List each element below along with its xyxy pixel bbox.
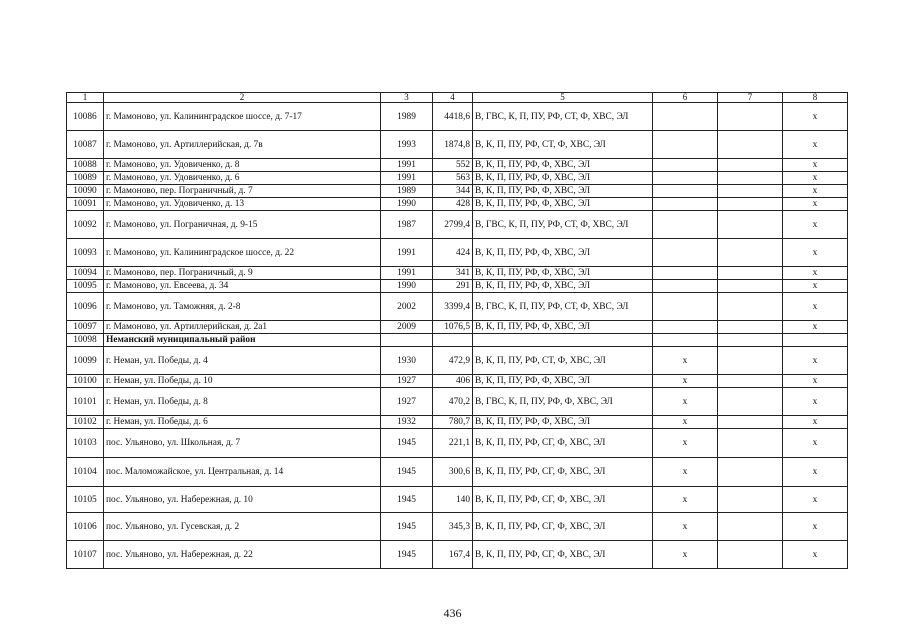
empty-cell — [718, 334, 783, 347]
mark-cell-7 — [718, 513, 783, 541]
area-cell: 552 — [433, 159, 473, 172]
mark-cell-7 — [718, 239, 783, 267]
year-cell: 1945 — [381, 429, 433, 458]
table-row — [67, 416, 848, 429]
table-row — [67, 267, 848, 280]
address-cell: пос. Ульяново, ул. Гусевская, д. 2 — [104, 513, 381, 541]
mark-cell-6: x — [653, 375, 718, 388]
year-cell: 1989 — [381, 185, 433, 198]
mark-cell-8: x — [783, 429, 848, 458]
year-cell: 1927 — [381, 375, 433, 388]
column-header: 7 — [718, 93, 783, 103]
mark-cell-7 — [718, 321, 783, 334]
address-cell: г. Мамоново, пер. Пограничный, д. 9 — [104, 267, 381, 280]
mark-cell-7 — [718, 267, 783, 280]
row-number-cell: 10104 — [67, 458, 104, 487]
row-number-cell: 10096 — [67, 293, 104, 321]
address-cell: г. Мамоново, ул. Артиллерийская, д. 7в — [104, 131, 381, 159]
area-cell: 345,3 — [433, 513, 473, 541]
table-row — [67, 513, 848, 541]
services-cell: В, ГВС, К, П, ПУ, РФ, СТ, Ф, ХВС, ЭЛ — [473, 103, 653, 131]
mark-cell-6 — [653, 293, 718, 321]
services-cell: В, К, П, ПУ, РФ, СТ, Ф, ХВС, ЭЛ — [473, 347, 653, 375]
year-cell: 1945 — [381, 513, 433, 541]
year-cell: 1990 — [381, 280, 433, 293]
services-cell: В, ГВС, К, П, ПУ, РФ, СТ, Ф, ХВС, ЭЛ — [473, 293, 653, 321]
mark-cell-8: x — [783, 416, 848, 429]
area-cell: 341 — [433, 267, 473, 280]
column-header: 5 — [473, 93, 653, 103]
mark-cell-6 — [653, 321, 718, 334]
column-header: 2 — [104, 93, 381, 103]
mark-cell-8: x — [783, 172, 848, 185]
row-number-cell: 10087 — [67, 131, 104, 159]
table-row — [67, 458, 848, 487]
area-cell: 4418,6 — [433, 103, 473, 131]
mark-cell-7 — [718, 347, 783, 375]
address-cell: пос. Ульяново, ул. Набережная, д. 10 — [104, 487, 381, 513]
row-number-cell: 10089 — [67, 172, 104, 185]
table-row — [67, 388, 848, 416]
mark-cell-8: x — [783, 388, 848, 416]
mark-cell-6 — [653, 131, 718, 159]
address-cell: г. Мамоново, ул. Калининградское шоссе, д. 7-17 — [104, 103, 381, 131]
empty-cell — [783, 334, 848, 347]
table-row — [67, 429, 848, 458]
row-number-cell: 10092 — [67, 211, 104, 239]
mark-cell-7 — [718, 375, 783, 388]
year-cell: 1945 — [381, 541, 433, 569]
mark-cell-6 — [653, 159, 718, 172]
row-number-cell: 10103 — [67, 429, 104, 458]
services-cell: В, К, П, ПУ, РФ, СТ, Ф, ХВС, ЭЛ — [473, 131, 653, 159]
address-cell: г. Мамоново, ул. Удовиченко, д. 8 — [104, 159, 381, 172]
empty-cell — [433, 334, 473, 347]
mark-cell-8: x — [783, 131, 848, 159]
mark-cell-8: x — [783, 513, 848, 541]
address-cell: г. Мамоново, ул. Пограничная, д. 9-15 — [104, 211, 381, 239]
page-number: 436 — [443, 606, 462, 620]
year-cell: 1990 — [381, 198, 433, 211]
services-cell: В, К, П, ПУ, РФ, Ф, ХВС, ЭЛ — [473, 159, 653, 172]
mark-cell-8: x — [783, 159, 848, 172]
row-number-cell: 10095 — [67, 280, 104, 293]
year-cell: 1945 — [381, 487, 433, 513]
mark-cell-7 — [718, 211, 783, 239]
year-cell: 1991 — [381, 159, 433, 172]
row-number-cell: 10105 — [67, 487, 104, 513]
mark-cell-8: x — [783, 458, 848, 487]
area-cell: 406 — [433, 375, 473, 388]
row-number-cell: 10107 — [67, 541, 104, 569]
mark-cell-8: x — [783, 211, 848, 239]
services-cell: В, К, П, ПУ, РФ, Ф, ХВС, ЭЛ — [473, 198, 653, 211]
year-cell: 1991 — [381, 172, 433, 185]
area-cell: 472,9 — [433, 347, 473, 375]
row-number-cell: 10100 — [67, 375, 104, 388]
row-number-cell: 10090 — [67, 185, 104, 198]
mark-cell-6 — [653, 198, 718, 211]
column-header: 3 — [381, 93, 433, 103]
table-row — [67, 321, 848, 334]
area-cell: 300,6 — [433, 458, 473, 487]
table-row — [67, 103, 848, 131]
row-number-cell: 10093 — [67, 239, 104, 267]
mark-cell-7 — [718, 416, 783, 429]
address-cell: пос. Ульяново, ул. Школьная, д. 7 — [104, 429, 381, 458]
table-row — [67, 347, 848, 375]
area-cell: 140 — [433, 487, 473, 513]
mark-cell-8: x — [783, 347, 848, 375]
services-cell: В, ГВС, К, П, ПУ, РФ, СТ, Ф, ХВС, ЭЛ — [473, 211, 653, 239]
area-cell: 470,2 — [433, 388, 473, 416]
table-row — [67, 239, 848, 267]
area-cell: 344 — [433, 185, 473, 198]
address-cell: г. Мамоново, пер. Пограничный, д. 7 — [104, 185, 381, 198]
mark-cell-6: x — [653, 388, 718, 416]
mark-cell-6 — [653, 239, 718, 267]
area-cell: 291 — [433, 280, 473, 293]
column-header: 6 — [653, 93, 718, 103]
row-number-cell: 10101 — [67, 388, 104, 416]
year-cell: 1991 — [381, 267, 433, 280]
mark-cell-7 — [718, 198, 783, 211]
section-header-row — [67, 334, 848, 347]
address-cell: пос. Ульяново, ул. Набережная, д. 22 — [104, 541, 381, 569]
mark-cell-6: x — [653, 347, 718, 375]
mark-cell-7 — [718, 388, 783, 416]
mark-cell-7 — [718, 487, 783, 513]
area-cell: 167,4 — [433, 541, 473, 569]
address-cell: г. Мамоново, ул. Удовиченко, д. 13 — [104, 198, 381, 211]
mark-cell-6 — [653, 211, 718, 239]
address-cell: г. Неман, ул. Победы, д. 6 — [104, 416, 381, 429]
area-cell: 1874,8 — [433, 131, 473, 159]
mark-cell-7 — [718, 159, 783, 172]
row-number-cell: 10091 — [67, 198, 104, 211]
services-cell: В, К, П, ПУ, РФ, Ф, ХВС, ЭЛ — [473, 239, 653, 267]
column-header: 1 — [67, 93, 104, 103]
address-cell: г. Мамоново, ул. Калининградское шоссе, д. 22 — [104, 239, 381, 267]
mark-cell-6: x — [653, 458, 718, 487]
area-cell: 3399,4 — [433, 293, 473, 321]
area-cell: 780,7 — [433, 416, 473, 429]
empty-cell — [473, 334, 653, 347]
mark-cell-8: x — [783, 198, 848, 211]
address-cell: г. Мамоново, ул. Удовиченко, д. 6 — [104, 172, 381, 185]
column-header-row — [67, 93, 848, 103]
mark-cell-8: x — [783, 321, 848, 334]
mark-cell-6 — [653, 185, 718, 198]
empty-cell — [653, 334, 718, 347]
table-row — [67, 185, 848, 198]
table-row — [67, 172, 848, 185]
services-cell: В, К, П, ПУ, РФ, СГ, Ф, ХВС, ЭЛ — [473, 429, 653, 458]
year-cell: 1989 — [381, 103, 433, 131]
mark-cell-6: x — [653, 541, 718, 569]
mark-cell-7 — [718, 172, 783, 185]
services-cell: В, К, П, ПУ, РФ, СГ, Ф, ХВС, ЭЛ — [473, 458, 653, 487]
housing-register-table — [66, 92, 848, 569]
services-cell: В, К, П, ПУ, РФ, Ф, ХВС, ЭЛ — [473, 280, 653, 293]
mark-cell-6: x — [653, 416, 718, 429]
mark-cell-8: x — [783, 185, 848, 198]
mark-cell-6 — [653, 280, 718, 293]
area-cell: 428 — [433, 198, 473, 211]
year-cell: 1930 — [381, 347, 433, 375]
mark-cell-7 — [718, 103, 783, 131]
year-cell: 1991 — [381, 239, 433, 267]
address-cell: г. Мамоново, ул. Евсеева, д. 34 — [104, 280, 381, 293]
services-cell: В, К, П, ПУ, РФ, СГ, Ф, ХВС, ЭЛ — [473, 541, 653, 569]
address-cell: г. Неман, ул. Победы, д. 10 — [104, 375, 381, 388]
mark-cell-7 — [718, 458, 783, 487]
row-number-cell: 10086 — [67, 103, 104, 131]
mark-cell-8: x — [783, 239, 848, 267]
table-body — [67, 93, 848, 569]
row-number-cell: 10094 — [67, 267, 104, 280]
section-title-cell: Неманский муниципальный район — [104, 334, 381, 347]
address-cell: г. Мамоново, ул. Таможняя, д. 2-8 — [104, 293, 381, 321]
area-cell: 1076,5 — [433, 321, 473, 334]
mark-cell-8: x — [783, 267, 848, 280]
services-cell: В, К, П, ПУ, РФ, Ф, ХВС, ЭЛ — [473, 172, 653, 185]
mark-cell-6: x — [653, 487, 718, 513]
year-cell: 1993 — [381, 131, 433, 159]
row-number-cell: 10098 — [67, 334, 104, 347]
address-cell: г. Мамоново, ул. Артиллерийская, д. 2а1 — [104, 321, 381, 334]
table-row — [67, 293, 848, 321]
year-cell: 1932 — [381, 416, 433, 429]
row-number-cell: 10106 — [67, 513, 104, 541]
year-cell: 1927 — [381, 388, 433, 416]
address-cell: г. Неман, ул. Победы, д. 4 — [104, 347, 381, 375]
mark-cell-6 — [653, 172, 718, 185]
mark-cell-7 — [718, 293, 783, 321]
row-number-cell: 10102 — [67, 416, 104, 429]
mark-cell-8: x — [783, 541, 848, 569]
area-cell: 221,1 — [433, 429, 473, 458]
address-cell: г. Неман, ул. Победы, д. 8 — [104, 388, 381, 416]
services-cell: В, К, П, ПУ, РФ, Ф, ХВС, ЭЛ — [473, 267, 653, 280]
row-number-cell: 10099 — [67, 347, 104, 375]
mark-cell-8: x — [783, 280, 848, 293]
mark-cell-7 — [718, 280, 783, 293]
mark-cell-8: x — [783, 293, 848, 321]
table-row — [67, 280, 848, 293]
area-cell: 424 — [433, 239, 473, 267]
mark-cell-7 — [718, 131, 783, 159]
services-cell: В, ГВС, К, П, ПУ, РФ, Ф, ХВС, ЭЛ — [473, 388, 653, 416]
column-header: 8 — [783, 93, 848, 103]
mark-cell-6: x — [653, 429, 718, 458]
table-row — [67, 159, 848, 172]
area-cell: 563 — [433, 172, 473, 185]
year-cell: 2002 — [381, 293, 433, 321]
area-cell: 2799,4 — [433, 211, 473, 239]
row-number-cell: 10088 — [67, 159, 104, 172]
table-row — [67, 131, 848, 159]
services-cell: В, К, П, ПУ, РФ, СГ, Ф, ХВС, ЭЛ — [473, 513, 653, 541]
mark-cell-7 — [718, 429, 783, 458]
services-cell: В, К, П, ПУ, РФ, Ф, ХВС, ЭЛ — [473, 321, 653, 334]
row-number-cell: 10097 — [67, 321, 104, 334]
column-header: 4 — [433, 93, 473, 103]
address-cell: пос. Маломожайское, ул. Центральная, д. 14 — [104, 458, 381, 487]
services-cell: В, К, П, ПУ, РФ, Ф, ХВС, ЭЛ — [473, 185, 653, 198]
year-cell: 2009 — [381, 321, 433, 334]
mark-cell-6 — [653, 267, 718, 280]
mark-cell-7 — [718, 185, 783, 198]
table-row — [67, 541, 848, 569]
services-cell: В, К, П, ПУ, РФ, Ф, ХВС, ЭЛ — [473, 375, 653, 388]
mark-cell-7 — [718, 541, 783, 569]
year-cell: 1987 — [381, 211, 433, 239]
table-row — [67, 211, 848, 239]
mark-cell-8: x — [783, 375, 848, 388]
services-cell: В, К, П, ПУ, РФ, Ф, ХВС, ЭЛ — [473, 416, 653, 429]
year-cell: 1945 — [381, 458, 433, 487]
mark-cell-6: x — [653, 513, 718, 541]
table-row — [67, 375, 848, 388]
services-cell: В, К, П, ПУ, РФ, СГ, Ф, ХВС, ЭЛ — [473, 487, 653, 513]
mark-cell-8: x — [783, 103, 848, 131]
mark-cell-8: x — [783, 487, 848, 513]
table-row — [67, 198, 848, 211]
empty-cell — [381, 334, 433, 347]
mark-cell-6 — [653, 103, 718, 131]
table-row — [67, 487, 848, 513]
